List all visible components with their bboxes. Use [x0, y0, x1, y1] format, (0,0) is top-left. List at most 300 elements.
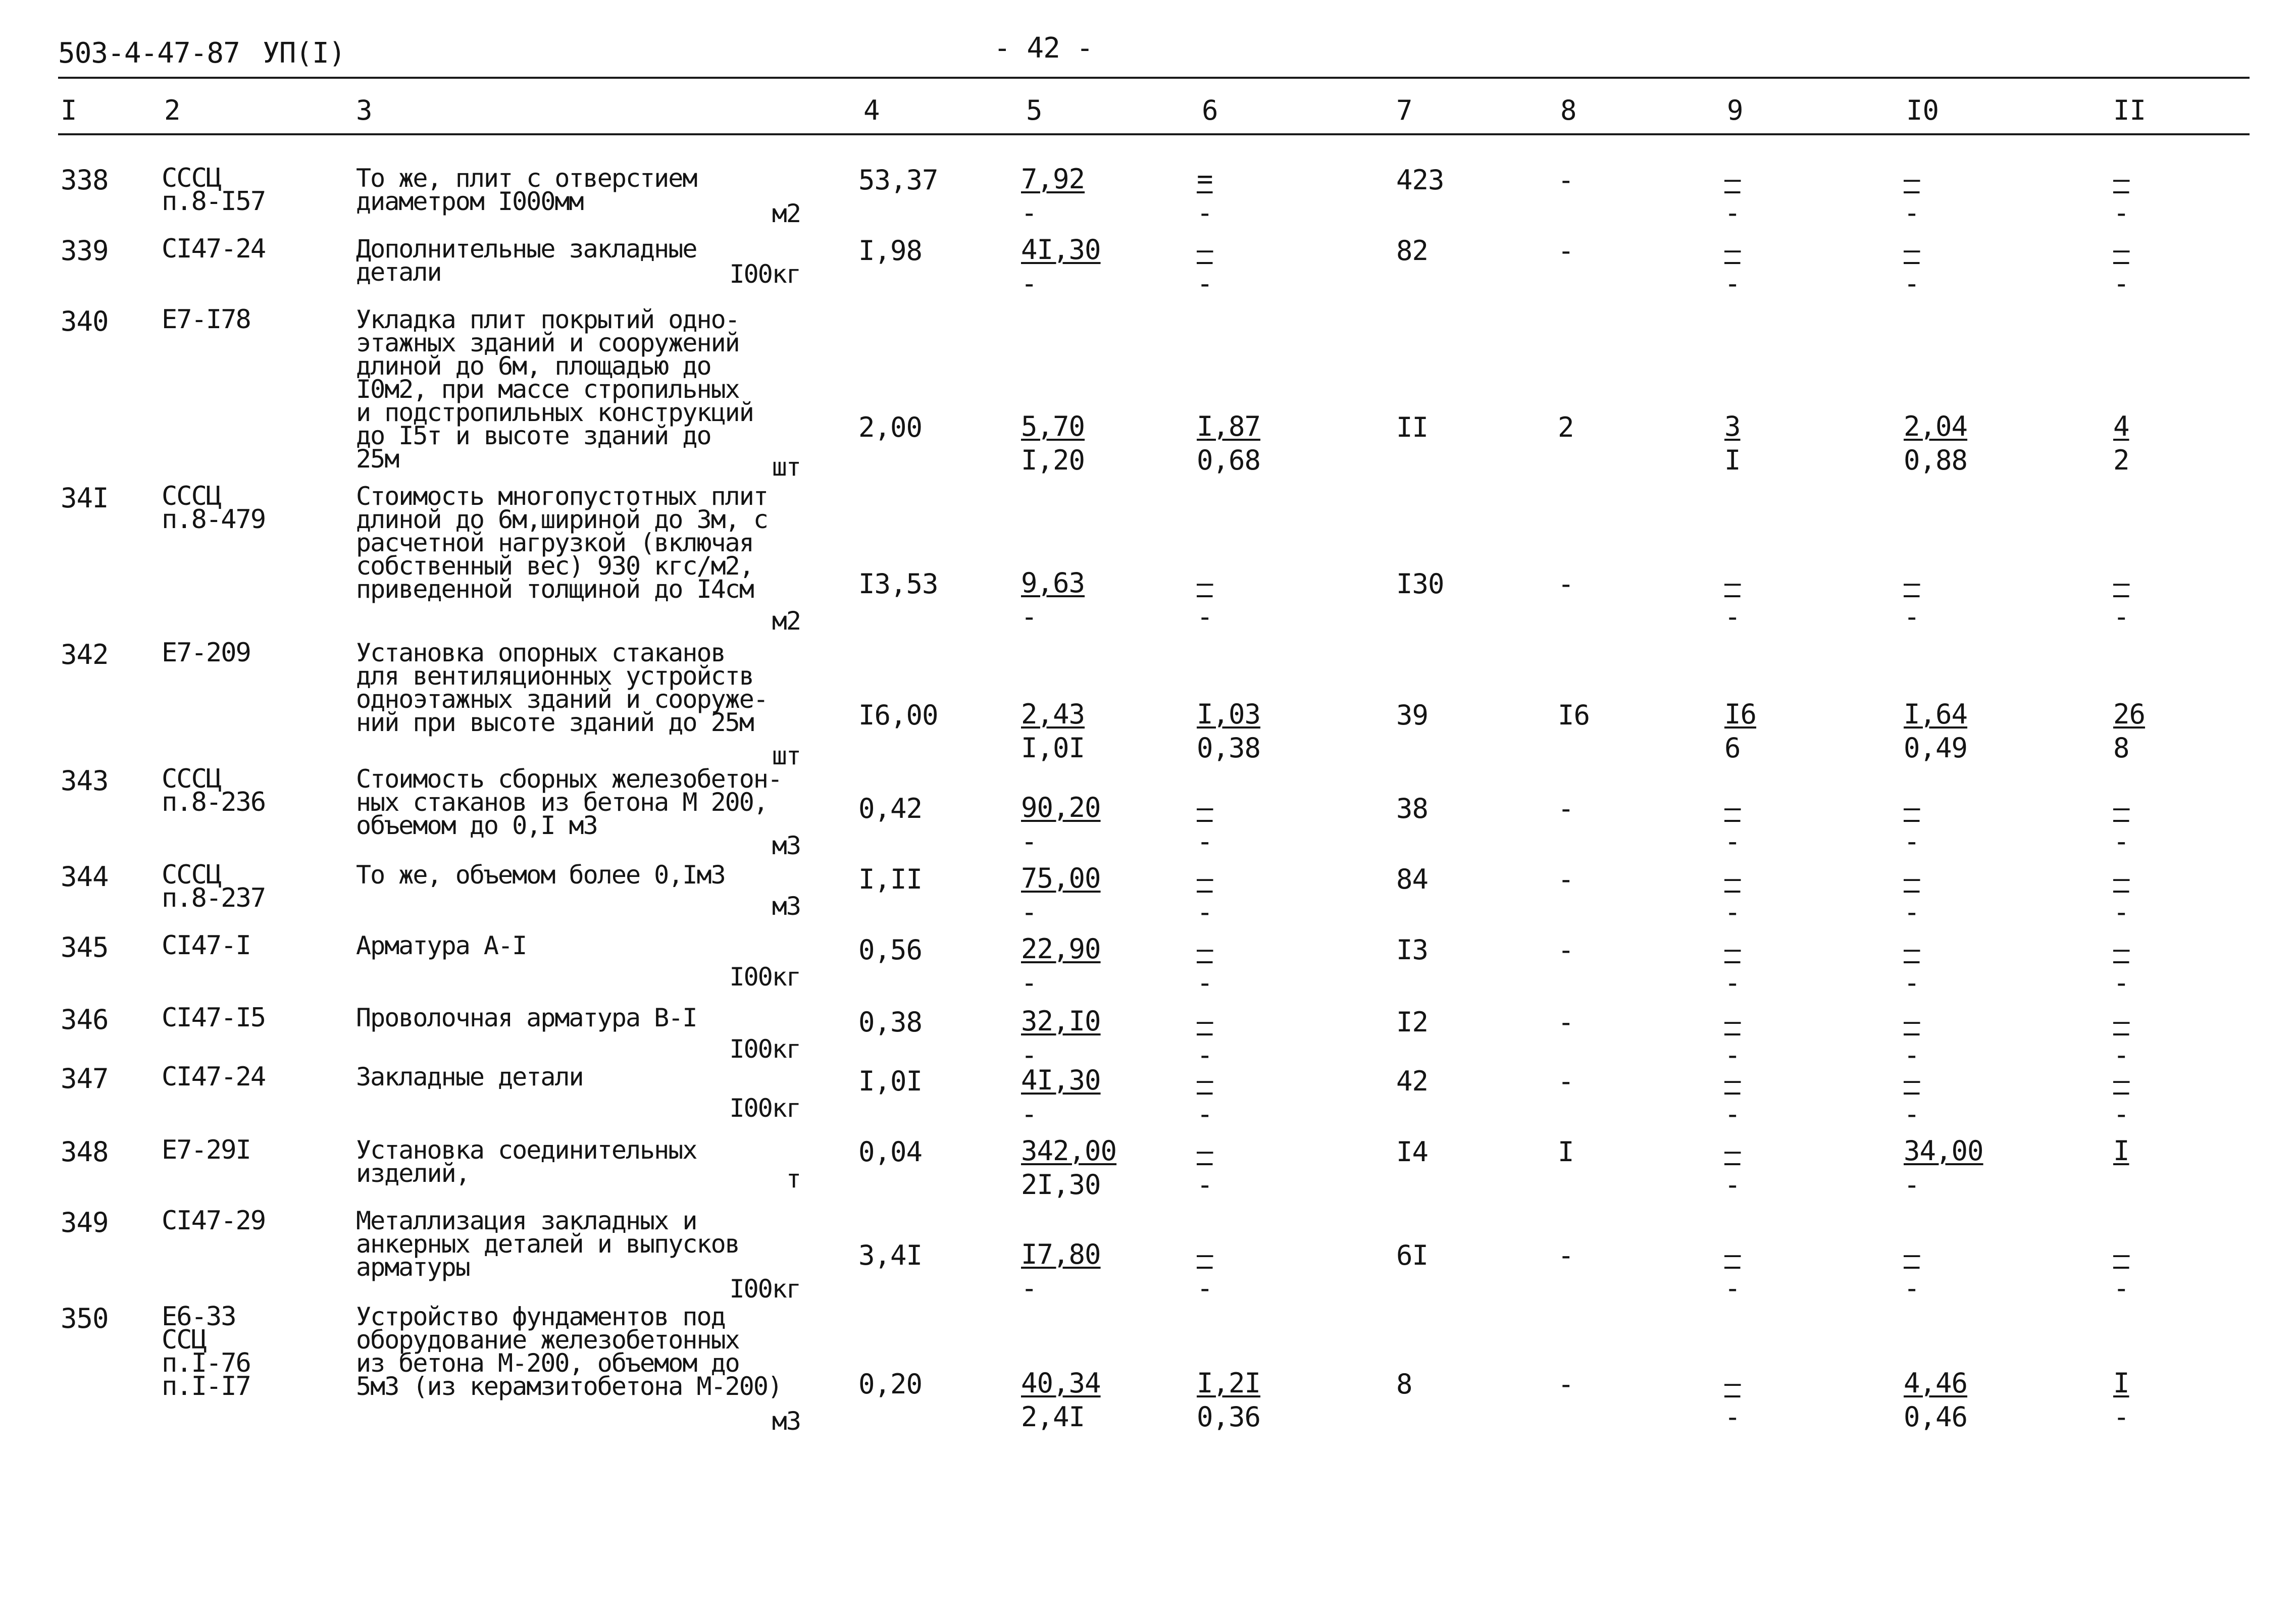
total-cost: 6I: [1396, 1239, 1428, 1271]
labor-total: [2113, 567, 2129, 632]
quantity: I,II: [858, 863, 923, 895]
unit-wage-cost-denominator: 0,68: [1197, 444, 1261, 476]
labor-total: [2113, 1368, 2129, 1432]
machine-cost: [1724, 1065, 1741, 1129]
column-number-9: 9: [1727, 94, 1744, 126]
labor-total-numerator: I: [2113, 1367, 2129, 1399]
labor-total-numerator: —: [2113, 933, 2129, 965]
norm-code: CI47-I5: [162, 1003, 266, 1033]
labor-per-unit: [1904, 164, 1920, 228]
unit-of-measure: м3: [772, 831, 800, 860]
row-number: 348: [61, 1136, 109, 1168]
labor-total: [2113, 1135, 2129, 1170]
labor-total-numerator: —: [2113, 792, 2129, 823]
machine-cost-denominator: -: [1724, 967, 1741, 999]
unit-wage-cost-denominator: -: [1197, 967, 1213, 999]
labor-per-unit-numerator: 2,04: [1904, 410, 1968, 442]
unit-cost-numerator: 4I,30: [1021, 1064, 1101, 1096]
norm-code: СССЦ п.8-237: [162, 860, 266, 913]
machine-cost-numerator: —: [1724, 792, 1741, 823]
machine-cost-denominator: -: [1724, 1169, 1741, 1201]
labor-total-numerator: —: [2113, 567, 2129, 599]
labor-total-denominator: 8: [2113, 732, 2129, 764]
labor-total-denominator: -: [2113, 1272, 2129, 1304]
machine-cost-numerator: —: [1724, 1367, 1741, 1399]
unit-cost-denominator: 2I,30: [1021, 1169, 1101, 1201]
unit-wage-cost-numerator: —: [1197, 1005, 1213, 1037]
labor-per-unit: [1904, 699, 1967, 763]
labor-per-unit-numerator: —: [1904, 933, 1920, 965]
work-description: Стоимость многопустотных плит длиной до 6м,шириной до 3м, с расчетной нагрузкой (включая собственный вес) 930 кгс/м2, приведенной толщиной до I4см: [356, 482, 768, 604]
work-description: Укладка плит покрытий одно- этажных зданий и сооружений длиной до 6м, площадью до I0м2, при массе стропильных и подстропильных конструкций до I5т и высоте зданий до 25м: [356, 305, 753, 474]
labor-per-unit-numerator: —: [1904, 234, 1920, 266]
total-cost: 39: [1396, 699, 1428, 731]
machine-cost-denominator: -: [1724, 825, 1741, 857]
machine-cost-numerator: —: [1724, 1135, 1741, 1167]
unit-of-measure: м3: [772, 892, 800, 921]
norm-code: СССЦ п.8-I57: [162, 163, 266, 217]
unit-cost-denominator: -: [1021, 1272, 1037, 1304]
unit-cost-numerator: 75,00: [1021, 862, 1101, 894]
unit-wage-cost-numerator: —: [1197, 234, 1213, 266]
labor-total-denominator: -: [2113, 1098, 2129, 1130]
unit-wage-cost-numerator: I,87: [1197, 410, 1261, 442]
labor-total-numerator: 26: [2113, 698, 2146, 730]
labor-total-denominator: -: [2113, 197, 2129, 229]
quantity: 3,4I: [858, 1239, 923, 1271]
column-number-8: 8: [1560, 94, 1577, 126]
row-number: 345: [61, 931, 109, 963]
row-number: 343: [61, 765, 109, 797]
norm-code: E7-29I: [162, 1135, 250, 1165]
labor-per-unit-denominator: -: [1904, 967, 1920, 999]
total-cost: I3: [1396, 934, 1428, 966]
labor-per-unit: [1904, 1368, 1967, 1432]
unit-wage-cost-denominator: 0,36: [1197, 1401, 1261, 1433]
machine-cost: [1724, 567, 1741, 632]
labor-per-unit: [1904, 567, 1920, 632]
labor-per-unit-denominator: -: [1904, 268, 1920, 299]
labor-total-denominator: -: [2113, 825, 2129, 857]
total-wages: -: [1558, 1065, 1574, 1097]
total-wages: -: [1558, 863, 1574, 895]
labor-per-unit-denominator: 0,46: [1904, 1401, 1968, 1433]
total-wages: -: [1558, 793, 1574, 824]
labor-per-unit-numerator: —: [1904, 792, 1920, 823]
quantity: 0,56: [858, 934, 923, 966]
work-description: Стоимость сборных железобетон- ных стаканов из бетона М 200, объемом до 0,I м3: [356, 764, 782, 840]
quantity: 2,00: [858, 411, 923, 443]
labor-per-unit-denominator: -: [1904, 197, 1920, 229]
unit-wage-cost-denominator: -: [1197, 1272, 1213, 1304]
total-cost: I4: [1396, 1136, 1428, 1168]
labor-total-numerator: —: [2113, 1005, 2129, 1037]
document-code: 503-4-47-87: [58, 37, 240, 70]
unit-of-measure: м3: [772, 1407, 800, 1436]
unit-wage-cost: [1197, 792, 1213, 857]
labor-total: [2113, 411, 2129, 476]
work-description: То же, плит с отверстием диаметром I000мм: [356, 164, 697, 216]
unit-cost: [1021, 792, 1101, 857]
unit-cost-denominator: 2,4I: [1021, 1401, 1085, 1433]
work-description: То же, объемом более 0,Iм3: [356, 860, 725, 890]
total-wages: -: [1558, 164, 1574, 196]
unit-wage-cost: [1197, 1006, 1213, 1070]
total-wages: -: [1558, 1368, 1574, 1400]
machine-cost-numerator: —: [1724, 163, 1741, 195]
row-number: 342: [61, 639, 109, 670]
machine-cost: [1724, 933, 1741, 998]
machine-cost-denominator: -: [1724, 601, 1741, 633]
unit-cost-denominator: -: [1021, 1098, 1037, 1130]
norm-code: E7-I78: [162, 304, 250, 335]
norm-code: E7-209: [162, 638, 250, 668]
unit-of-measure: т: [786, 1164, 800, 1193]
unit-cost-numerator: 32,I0: [1021, 1005, 1101, 1037]
machine-cost-denominator: I: [1724, 444, 1741, 476]
total-wages: 2: [1558, 411, 1574, 443]
total-wages: -: [1558, 568, 1574, 600]
top-rule: [58, 77, 2250, 79]
labor-per-unit-denominator: 0,88: [1904, 444, 1968, 476]
machine-cost-numerator: —: [1724, 234, 1741, 266]
total-cost: 8: [1396, 1368, 1412, 1400]
unit-wage-cost: [1197, 933, 1213, 998]
labor-per-unit-denominator: 0,49: [1904, 732, 1968, 764]
row-number: 350: [61, 1303, 109, 1334]
labor-total: [2113, 792, 2129, 857]
machine-cost-denominator: 6: [1724, 732, 1741, 764]
unit-wage-cost-denominator: -: [1197, 1098, 1213, 1130]
quantity: 0,38: [858, 1006, 923, 1038]
machine-cost: [1724, 699, 1756, 763]
labor-per-unit-denominator: -: [1904, 1098, 1920, 1130]
unit-wage-cost-denominator: -: [1197, 197, 1213, 229]
unit-cost-denominator: I,20: [1021, 444, 1085, 476]
unit-wage-cost-denominator: -: [1197, 896, 1213, 928]
machine-cost: [1724, 792, 1741, 857]
machine-cost: [1724, 1135, 1741, 1200]
unit-cost-numerator: 22,90: [1021, 933, 1101, 965]
machine-cost: [1724, 1006, 1741, 1070]
section-code: УП(I): [263, 37, 345, 70]
labor-per-unit-numerator: —: [1904, 163, 1920, 195]
norm-code: CI47-29: [162, 1206, 266, 1236]
machine-cost-denominator: -: [1724, 197, 1741, 229]
row-number: 34I: [61, 482, 109, 514]
unit-of-measure: м2: [772, 199, 800, 228]
unit-of-measure: шт: [772, 452, 800, 482]
unit-wage-cost-numerator: —: [1197, 1135, 1213, 1167]
norm-code: CI47-24: [162, 234, 266, 264]
work-description: Установка опорных стаканов для вентиляционных устройств одноэтажных зданий и сооруже- ний при высоте зданий до 25м: [356, 638, 768, 737]
unit-cost: [1021, 1006, 1101, 1070]
unit-wage-cost: [1197, 1135, 1213, 1200]
labor-total-numerator: —: [2113, 234, 2129, 266]
machine-cost-denominator: -: [1724, 1272, 1741, 1304]
labor-total-numerator: —: [2113, 1238, 2129, 1270]
unit-wage-cost: [1197, 863, 1213, 927]
total-wages: -: [1558, 235, 1574, 267]
norm-code: CI47-24: [162, 1062, 266, 1092]
unit-cost-numerator: 5,70: [1021, 410, 1085, 442]
total-wages: -: [1558, 1006, 1574, 1038]
unit-cost: [1021, 1368, 1101, 1432]
unit-wage-cost-denominator: -: [1197, 601, 1213, 633]
labor-per-unit-numerator: —: [1904, 1238, 1920, 1270]
unit-wage-cost-numerator: I,03: [1197, 698, 1261, 730]
machine-cost: [1724, 863, 1741, 927]
machine-cost-numerator: —: [1724, 1064, 1741, 1096]
quantity: I,0I: [858, 1065, 923, 1097]
labor-total-denominator: -: [2113, 1039, 2129, 1071]
machine-cost: [1724, 1239, 1741, 1304]
unit-cost-numerator: 4I,30: [1021, 234, 1101, 266]
total-cost: 423: [1396, 164, 1444, 196]
labor-total: [2113, 1239, 2129, 1304]
row-number: 339: [61, 235, 109, 267]
machine-cost-numerator: —: [1724, 567, 1741, 599]
unit-cost-numerator: 9,63: [1021, 567, 1085, 599]
column-number-1: I: [61, 94, 77, 126]
quantity: 53,37: [858, 164, 938, 196]
column-number-10: I0: [1906, 94, 1940, 126]
labor-per-unit-numerator: 34,00: [1904, 1135, 1983, 1167]
labor-total-numerator: —: [2113, 1064, 2129, 1096]
unit-wage-cost-denominator: -: [1197, 268, 1213, 299]
work-description: Арматура А-I: [356, 931, 527, 960]
column-number-5: 5: [1026, 94, 1043, 126]
machine-cost-numerator: —: [1724, 933, 1741, 965]
column-number-2: 2: [164, 94, 181, 126]
quantity: I,98: [858, 235, 923, 267]
labor-total: [2113, 863, 2129, 927]
labor-total: [2113, 933, 2129, 998]
work-description: Дополнительные закладные детали: [356, 234, 697, 287]
row-number: 349: [61, 1207, 109, 1238]
page-number: - 42 -: [994, 32, 1093, 65]
labor-total-denominator: -: [2113, 1401, 2129, 1433]
labor-per-unit-denominator: -: [1904, 1272, 1920, 1304]
unit-cost-numerator: 2,43: [1021, 698, 1085, 730]
unit-cost-numerator: 40,34: [1021, 1367, 1101, 1399]
machine-cost: [1724, 164, 1741, 228]
unit-cost-denominator: -: [1021, 896, 1037, 928]
unit-cost-denominator: -: [1021, 1039, 1037, 1071]
unit-wage-cost: [1197, 164, 1213, 228]
unit-cost: [1021, 1065, 1101, 1129]
machine-cost-numerator: —: [1724, 862, 1741, 894]
machine-cost-numerator: —: [1724, 1238, 1741, 1270]
unit-cost-numerator: 342,00: [1021, 1135, 1117, 1167]
labor-per-unit-numerator: 4,46: [1904, 1367, 1968, 1399]
quantity: I3,53: [858, 568, 938, 600]
labor-per-unit: [1904, 234, 1920, 299]
labor-total: [2113, 699, 2145, 763]
labor-per-unit: [1904, 933, 1920, 998]
machine-cost: [1724, 1368, 1741, 1432]
labor-total-denominator: -: [2113, 601, 2129, 633]
machine-cost-denominator: -: [1724, 1098, 1741, 1130]
unit-cost: [1021, 164, 1085, 228]
labor-total-numerator: —: [2113, 163, 2129, 195]
labor-total: [2113, 1065, 2129, 1129]
unit-cost-numerator: 7,92: [1021, 163, 1085, 195]
work-description: Металлизация закладных и анкерных деталей и выпусков арматуры: [356, 1206, 739, 1282]
column-number-3: 3: [356, 94, 373, 126]
unit-wage-cost-numerator: —: [1197, 862, 1213, 894]
unit-cost: [1021, 699, 1085, 763]
labor-per-unit: [1904, 792, 1920, 857]
unit-of-measure: I00кг: [729, 1034, 800, 1064]
unit-wage-cost: [1197, 1065, 1213, 1129]
labor-total-denominator: 2: [2113, 444, 2129, 476]
unit-wage-cost-numerator: I,2I: [1197, 1367, 1261, 1399]
labor-per-unit: [1904, 1239, 1920, 1304]
unit-cost: [1021, 411, 1085, 476]
norm-code: СССЦ п.8-479: [162, 481, 266, 535]
norm-code: E6-33 ССЦ п.I-76 п.I-I7: [162, 1302, 250, 1401]
unit-of-measure: I00кг: [729, 1274, 800, 1304]
total-cost: 38: [1396, 793, 1428, 824]
row-number: 340: [61, 305, 109, 337]
total-cost: I2: [1396, 1006, 1428, 1038]
row-number: 344: [61, 861, 109, 893]
labor-per-unit-denominator: -: [1904, 896, 1920, 928]
unit-wage-cost: [1197, 411, 1260, 476]
unit-cost-denominator: -: [1021, 197, 1037, 229]
row-number: 347: [61, 1063, 109, 1095]
unit-wage-cost-numerator: —: [1197, 1064, 1213, 1096]
total-wages: I: [1558, 1136, 1574, 1168]
unit-wage-cost: [1197, 567, 1213, 632]
norm-code: СССЦ п.8-236: [162, 764, 266, 817]
machine-cost: [1724, 234, 1741, 299]
labor-per-unit-denominator: -: [1904, 1169, 1920, 1201]
unit-cost-numerator: I7,80: [1021, 1238, 1101, 1270]
labor-per-unit-numerator: —: [1904, 1005, 1920, 1037]
total-cost: 82: [1396, 235, 1428, 267]
unit-wage-cost: [1197, 234, 1213, 299]
unit-cost: [1021, 567, 1085, 632]
unit-wage-cost-numerator: —: [1197, 933, 1213, 965]
header-rule: [58, 133, 2250, 135]
column-number-7: 7: [1396, 94, 1413, 126]
labor-per-unit-numerator: —: [1904, 1064, 1920, 1096]
labor-total: [2113, 164, 2129, 228]
labor-total: [2113, 234, 2129, 299]
labor-per-unit-numerator: I,64: [1904, 698, 1968, 730]
column-number-6: 6: [1202, 94, 1218, 126]
unit-cost-denominator: -: [1021, 601, 1037, 633]
labor-per-unit-denominator: -: [1904, 1039, 1920, 1071]
row-number: 346: [61, 1004, 109, 1035]
quantity: 0,04: [858, 1136, 923, 1168]
work-description: Установка соединительных изделий,: [356, 1135, 697, 1188]
labor-total-numerator: —: [2113, 862, 2129, 894]
labor-per-unit: [1904, 1135, 1983, 1200]
quantity: 0,42: [858, 793, 923, 824]
labor-total-denominator: -: [2113, 967, 2129, 999]
unit-cost-denominator: -: [1021, 268, 1037, 299]
unit-wage-cost: [1197, 699, 1260, 763]
unit-cost: [1021, 1239, 1101, 1304]
labor-per-unit: [1904, 1065, 1920, 1129]
total-cost: II: [1396, 411, 1428, 443]
unit-wage-cost-numerator: —: [1197, 792, 1213, 823]
unit-cost: [1021, 863, 1101, 927]
unit-of-measure: шт: [772, 741, 800, 770]
total-wages: -: [1558, 1239, 1574, 1271]
unit-cost: [1021, 933, 1101, 998]
quantity: I6,00: [858, 699, 938, 731]
total-cost: I30: [1396, 568, 1444, 600]
quantity: 0,20: [858, 1368, 923, 1400]
unit-of-measure: I00кг: [729, 962, 800, 992]
unit-of-measure: I00кг: [729, 259, 800, 289]
unit-wage-cost-denominator: -: [1197, 825, 1213, 857]
unit-wage-cost-denominator: -: [1197, 1039, 1213, 1071]
unit-wage-cost-denominator: 0,38: [1197, 732, 1261, 764]
total-cost: 84: [1396, 863, 1428, 895]
work-description: Устройство фундаментов под оборудование железобетонных из бетона М-200, объемом до 5м3 (из керамзитобетона М-200): [356, 1302, 782, 1401]
machine-cost-denominator: -: [1724, 1401, 1741, 1433]
unit-wage-cost-numerator: =: [1197, 163, 1213, 195]
machine-cost-denominator: -: [1724, 896, 1741, 928]
labor-per-unit-denominator: -: [1904, 825, 1920, 857]
unit-wage-cost-denominator: -: [1197, 1169, 1213, 1201]
machine-cost: [1724, 411, 1741, 476]
unit-cost-denominator: I,0I: [1021, 732, 1085, 764]
machine-cost-denominator: -: [1724, 1039, 1741, 1071]
labor-per-unit: [1904, 411, 1967, 476]
labor-per-unit-denominator: -: [1904, 601, 1920, 633]
unit-cost: [1021, 1135, 1116, 1200]
labor-total-denominator: -: [2113, 268, 2129, 299]
column-number-4: 4: [863, 94, 880, 126]
unit-cost-denominator: -: [1021, 967, 1037, 999]
unit-wage-cost-numerator: —: [1197, 1238, 1213, 1270]
work-description: Закладные детали: [356, 1062, 583, 1092]
column-number-11: II: [2113, 94, 2147, 126]
labor-total-numerator: I: [2113, 1135, 2129, 1167]
total-wages: I6: [1558, 699, 1590, 731]
norm-code: CI47-I: [162, 930, 250, 961]
row-number: 338: [61, 164, 109, 196]
labor-total-numerator: 4: [2113, 410, 2129, 442]
unit-cost: [1021, 234, 1101, 299]
unit-wage-cost: [1197, 1368, 1260, 1432]
total-cost: 42: [1396, 1065, 1428, 1097]
unit-of-measure: I00кг: [729, 1094, 800, 1123]
unit-cost-denominator: -: [1021, 825, 1037, 857]
machine-cost-numerator: I6: [1724, 698, 1757, 730]
labor-total: [2113, 1006, 2129, 1070]
machine-cost-denominator: -: [1724, 268, 1741, 299]
work-description: Проволочная арматура В-I: [356, 1003, 697, 1032]
labor-per-unit: [1904, 863, 1920, 927]
unit-wage-cost: [1197, 1239, 1213, 1304]
labor-per-unit-numerator: —: [1904, 862, 1920, 894]
machine-cost-numerator: 3: [1724, 410, 1741, 442]
unit-wage-cost-numerator: —: [1197, 567, 1213, 599]
machine-cost-numerator: —: [1724, 1005, 1741, 1037]
unit-of-measure: м2: [772, 606, 800, 636]
labor-per-unit-numerator: —: [1904, 567, 1920, 599]
unit-cost-numerator: 90,20: [1021, 792, 1101, 823]
labor-total-denominator: -: [2113, 896, 2129, 928]
total-wages: -: [1558, 934, 1574, 966]
